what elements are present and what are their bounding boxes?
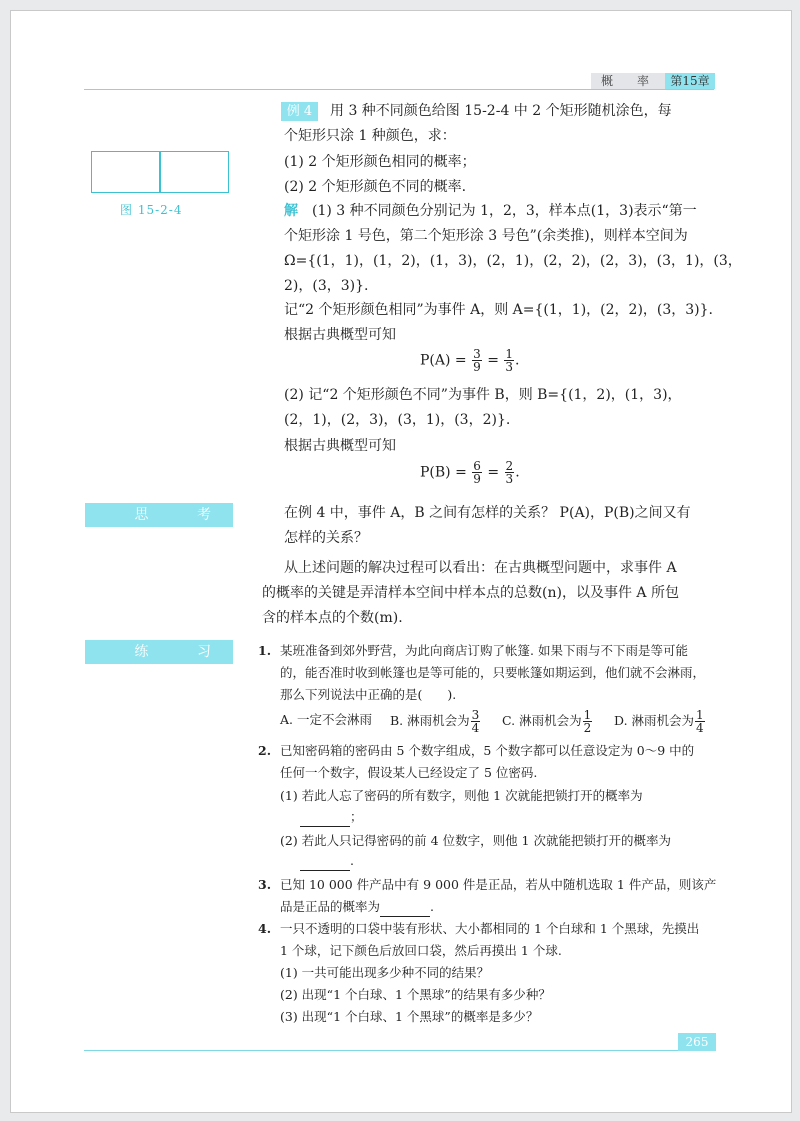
exercise-4-sub-2: (2) 出现“1 个白球、1 个黑球”的结果有多少种？ xyxy=(280,987,551,1002)
think-line-2: 怎样的关系？ xyxy=(284,530,368,546)
exercise-3-line-2 xyxy=(280,896,434,917)
pb-num-2: 2 xyxy=(505,459,514,473)
event-a-definition: 记“2 个矩形颜色相同”为事件 A，则 A={(1，1)，(2，2)，(3，3)}. xyxy=(284,302,714,318)
pa-period: . xyxy=(515,352,520,369)
summary-line-1: 从上述问题的解决过程可以看出：在古典概型问题中，求事件 A xyxy=(284,560,677,576)
exercise-2-line-2: 任何一个数字，假设某人已经设定了 5 位密码. xyxy=(280,765,538,780)
example-line-2: 个矩形只涂 1 种颜色，求： xyxy=(284,128,456,144)
option-d-text: D. 淋雨机会为 xyxy=(614,713,695,728)
option-c-num: 1 xyxy=(583,708,592,722)
rectangle-divider xyxy=(159,152,161,192)
answer-blank[interactable] xyxy=(380,902,430,917)
example-question-2: (2) 2 个矩形颜色不同的概率. xyxy=(284,179,467,195)
solution-line-1: (1) 3 种不同颜色分别记为 1，2，3，样本点(1，3)表示“第一 xyxy=(312,203,697,219)
solution-line-2: 个矩形涂 1 号色，第二个矩形涂 3 号色”(余类推)，则样本空间为 xyxy=(284,228,688,244)
summary-line-3: 含的样本点的个数(m). xyxy=(262,610,403,626)
option-c-fraction xyxy=(583,709,593,734)
pb-fraction-1 xyxy=(472,460,482,485)
blank-end-3: . xyxy=(430,899,434,914)
option-b-num: 3 xyxy=(471,708,480,722)
pb-num-1: 6 xyxy=(473,459,481,473)
summary-line-2: 的概率的关键是弄清样本空间中样本点的总数(n)，以及事件 A 所包 xyxy=(262,585,679,601)
chapter-number: 第15章 xyxy=(665,73,715,89)
classical-model-note-2: 根据古典概型可知 xyxy=(284,438,396,454)
pa-equals: = xyxy=(487,352,499,369)
option-c-den: 2 xyxy=(583,721,592,735)
pb-den-1: 9 xyxy=(473,472,481,486)
exercise-2-sub-2-answer xyxy=(300,850,354,871)
exercise-1-option-c xyxy=(502,709,593,734)
practice-section-bar: 练 习 xyxy=(85,640,233,664)
blank-end-1: ； xyxy=(350,809,363,824)
example-question-1: (1) 2 个矩形颜色相同的概率； xyxy=(284,154,476,170)
exercise-4-sub-3: (3) 出现“1 个白球、1 个黑球”的概率是多少？ xyxy=(280,1009,539,1024)
pa-den-1: 9 xyxy=(473,360,481,374)
exercise-3-number: 3. xyxy=(258,877,272,892)
blank-end-2: . xyxy=(350,853,354,868)
pb-equals: = xyxy=(487,464,500,481)
answer-blank[interactable] xyxy=(300,856,350,871)
think-line-1: 在例 4 中，事件 A，B 之间有怎样的关系？ P(A)，P(B)之间又有 xyxy=(284,505,691,521)
pa-fraction-2 xyxy=(504,348,514,373)
sample-space-line-2: 2)，(3，3)}. xyxy=(284,278,369,294)
sample-space-line-1: Ω={(1，1)，(1，2)，(1，3)，(2，1)，(2，2)，(2，3)，(3，1)，(3， xyxy=(284,253,742,269)
option-b-text: B. 淋雨机会为 xyxy=(390,713,470,728)
classical-model-note-1: 根据古典概型可知 xyxy=(284,327,396,343)
exercise-3-line-1: 已知 10 000 件产品中有 9 000 件是正品，若从中随机选取 1 件产品，则该产 xyxy=(280,877,717,892)
exercise-2-sub-1: (1) 若此人忘了密码的所有数字，则他 1 次就能把锁打开的概率为 xyxy=(280,788,643,803)
exercise-1-option-a: A. 一定不会淋雨 xyxy=(280,712,372,727)
option-d-fraction xyxy=(695,709,705,734)
solution-part2-line-2: (2，1)，(2，3)，(3，1)，(3，2)}. xyxy=(284,412,511,428)
pa-fraction-1 xyxy=(472,348,482,373)
example-tag: 例 4 xyxy=(281,102,318,121)
exercise-3-prompt: 品是正品的概率为 xyxy=(280,899,381,914)
exercise-4-number: 4. xyxy=(258,921,272,936)
exercise-2-number: 2. xyxy=(258,743,272,758)
solution-part2-line-1: (2) 记“2 个矩形颜色不同”为事件 B，则 B={(1，2)，(1，3)， xyxy=(284,387,682,403)
exercise-2-line-1: 已知密码箱的密码由 5 个数字组成，5 个数字都可以任意设定为 0～9 中的 xyxy=(280,743,695,758)
footer-rule xyxy=(84,1050,716,1051)
figure-caption: 图 15-2-4 xyxy=(120,203,183,217)
think-section-bar: 思 考 xyxy=(85,503,233,527)
option-d-num: 1 xyxy=(696,708,704,722)
pb-fraction-2 xyxy=(505,460,515,485)
pa-num-1: 3 xyxy=(473,347,481,361)
exercise-2-sub-1-answer xyxy=(300,806,363,827)
pa-num-2: 1 xyxy=(505,347,514,361)
example-line-1: 用 3 种不同颜色给图 15-2-4 中 2 个矩形随机涂色，每 xyxy=(330,103,672,119)
pa-lhs: P(A) = xyxy=(420,352,467,369)
option-c-text: C. 淋雨机会为 xyxy=(502,713,582,728)
formula-pb xyxy=(420,460,520,485)
pb-lhs: P(B) = xyxy=(420,464,467,481)
pb-period: . xyxy=(515,464,520,481)
two-rectangles-figure xyxy=(91,151,229,193)
exercise-1-number: 1. xyxy=(258,643,272,658)
header-rule xyxy=(84,89,714,90)
exercise-4-sub-1: (1) 一共可能出现多少种不同的结果？ xyxy=(280,965,490,980)
solution-label: 解 xyxy=(284,203,298,219)
option-d-den: 4 xyxy=(696,721,704,735)
option-b-fraction xyxy=(471,709,481,734)
exercise-1-option-b xyxy=(390,709,481,734)
chapter-title: 概 率 xyxy=(591,73,665,89)
formula-pa xyxy=(420,348,519,373)
exercise-1-line-3: 那么下列说法中正确的是( ). xyxy=(280,687,457,702)
exercise-1-line-2: 的，能否准时收到帐篷也是等可能的，只要帐篷如期运到，他们就不会淋雨， xyxy=(280,665,706,680)
page-number: 265 xyxy=(678,1033,716,1051)
pb-den-2: 3 xyxy=(505,472,514,486)
exercise-1-option-d xyxy=(614,709,706,734)
exercise-4-line-1: 一只不透明的口袋中装有形状、大小都相同的 1 个白球和 1 个黑球，先摸出 xyxy=(280,921,700,936)
answer-blank[interactable] xyxy=(300,812,350,827)
exercise-2-sub-2: (2) 若此人只记得密码的前 4 位数字，则他 1 次就能把锁打开的概率为 xyxy=(280,833,671,848)
pa-den-2: 3 xyxy=(505,360,514,374)
exercise-4-line-2: 1 个球，记下颜色后放回口袋，然后再摸出 1 个球. xyxy=(280,943,562,958)
option-b-den: 4 xyxy=(471,721,480,735)
exercise-1-line-1: 某班准备到郊外野营，为此向商店订购了帐篷. 如果下雨与不下雨是等可能 xyxy=(280,643,688,658)
